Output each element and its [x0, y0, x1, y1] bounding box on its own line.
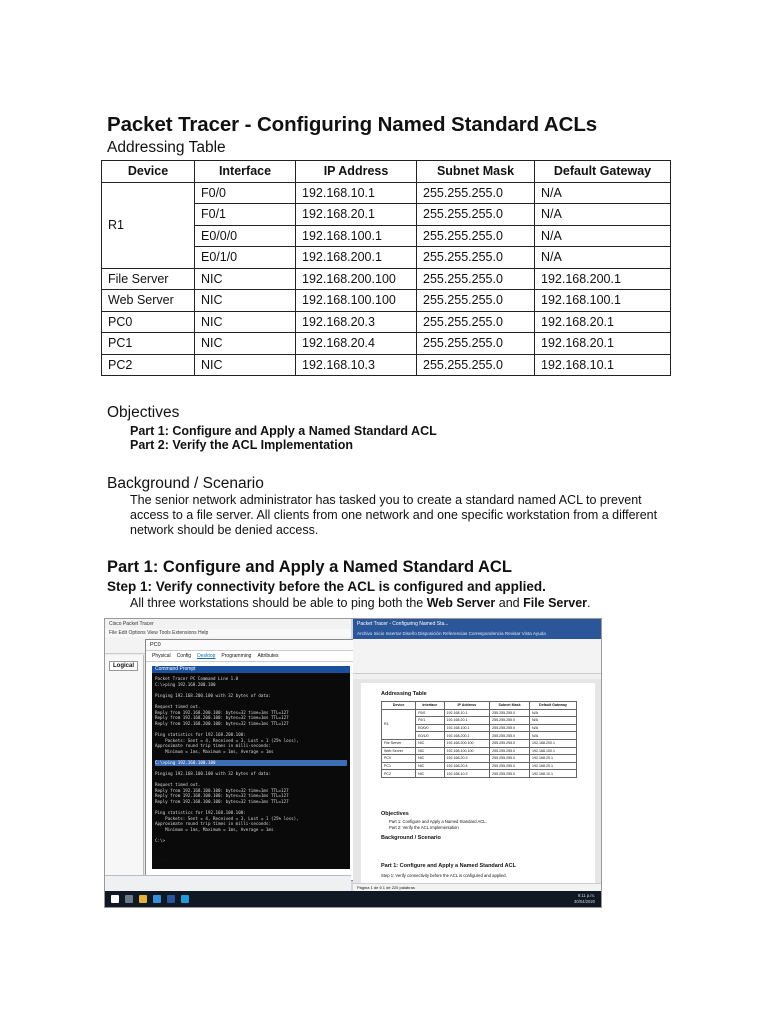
- step1-text: All three workstations should be able to ping both the: [130, 596, 427, 610]
- table-cell: F0/1: [195, 204, 296, 226]
- word-status-bar: Página 1 de 6 1 de 220 palabras: [353, 883, 602, 892]
- mini-cell: F0/0: [416, 709, 444, 717]
- tab-desktop[interactable]: Desktop: [197, 653, 216, 659]
- mini-cell: 255.255.255.0: [490, 755, 530, 763]
- mini-cell: N/A: [529, 732, 576, 740]
- mini-header-cell: IP Address: [444, 702, 490, 710]
- word-page: [361, 683, 595, 883]
- addressing-table-heading: Addressing Table: [107, 139, 226, 156]
- command-prompt-title: Command Prompt: [152, 666, 350, 673]
- table-row: [102, 268, 671, 290]
- table-cell: 255.255.255.0: [417, 333, 535, 355]
- mini-cell: 255.255.255.0: [490, 747, 530, 755]
- mini-row: [382, 762, 577, 770]
- embedded-screenshot: [104, 618, 602, 908]
- mini-cell: 255.255.255.0: [490, 762, 530, 770]
- cmd-line: Minimum = 1ms, Maximum = 1ms, Average = 1ms: [155, 827, 274, 833]
- col-subnet-mask: Subnet Mask: [417, 161, 535, 183]
- cmd-line: Request timed out.: [155, 782, 201, 788]
- word-icon[interactable]: [167, 895, 175, 903]
- table-cell: 192.168.10.1: [535, 354, 671, 376]
- system-tray-clock[interactable]: [574, 893, 595, 905]
- document-title: Packet Tracer - Configuring Named Standard ACLs: [107, 113, 598, 136]
- pt-device-bar: [105, 875, 351, 892]
- table-cell: 192.168.20.4: [296, 333, 417, 355]
- table-cell: E0/0/0: [195, 225, 296, 247]
- table-cell: 255.255.255.0: [417, 204, 535, 226]
- packet-tracer-icon[interactable]: [181, 895, 189, 903]
- mini-addressing-heading: Addressing Table: [381, 691, 427, 697]
- mini-cell: 192.168.10.1: [444, 709, 490, 717]
- table-cell: NIC: [195, 311, 296, 333]
- table-cell: NIC: [195, 290, 296, 312]
- mini-cell: R1: [382, 709, 416, 739]
- mini-cell: NIC: [416, 755, 444, 763]
- mini-row: [382, 739, 577, 747]
- part1-heading: Part 1: Configure and Apply a Named Standard ACL: [107, 558, 512, 576]
- table-row: [102, 311, 671, 333]
- cmd-line: Request timed out.: [155, 703, 201, 709]
- table-cell: 255.255.255.0: [417, 268, 535, 290]
- table-cell: 192.168.200.100: [296, 268, 417, 290]
- web-server-label: Web Server: [426, 596, 496, 610]
- pc0-title: PC0: [146, 640, 356, 651]
- pc0-dialog: [145, 639, 357, 881]
- top-checkbox[interactable]: ☐ Top: [153, 857, 167, 863]
- mini-header-row: [382, 702, 577, 710]
- mini-cell: 255.255.255.0: [490, 709, 530, 717]
- file-explorer-icon[interactable]: [139, 895, 147, 903]
- mini-cell: 255.255.255.0: [490, 732, 530, 740]
- mini-cell: E0/1/0: [416, 732, 444, 740]
- table-cell: Web Server: [102, 290, 195, 312]
- tray-time: 9:11 p.m.: [577, 893, 595, 898]
- mini-objective-1: Part 1: Configure and Apply a Named Standard ACL.: [389, 819, 487, 824]
- table-row: [102, 354, 671, 376]
- table-cell: NIC: [195, 354, 296, 376]
- pt-workspace-panel: [105, 655, 144, 891]
- mini-cell: NIC: [416, 739, 444, 747]
- mini-header-cell: Device: [382, 702, 416, 710]
- table-cell: 192.168.10.1: [296, 182, 417, 204]
- mini-row: [382, 709, 577, 717]
- browser-icon[interactable]: [153, 895, 161, 903]
- table-cell: 192.168.200.1: [535, 268, 671, 290]
- table-row: [102, 290, 671, 312]
- col-default-gateway: Default Gateway: [535, 161, 671, 183]
- table-cell: 192.168.100.1: [535, 290, 671, 312]
- tab-attributes[interactable]: Attributes: [257, 653, 279, 659]
- table-cell: 255.255.255.0: [417, 225, 535, 247]
- word-canvas: [353, 679, 601, 883]
- table-row: [102, 333, 671, 355]
- tab-config[interactable]: Config: [176, 653, 192, 659]
- mini-cell: 192.168.200.100: [444, 739, 490, 747]
- cmd-line: C:\>ping 192.168.100.100: [155, 760, 347, 766]
- table-row: [102, 182, 671, 204]
- word-ribbon: [353, 639, 601, 674]
- windows-taskbar: [105, 891, 601, 907]
- table-cell: 192.168.100.1: [296, 225, 417, 247]
- search-icon[interactable]: [125, 895, 133, 903]
- table-cell: 192.168.20.1: [535, 311, 671, 333]
- col-ip-address: IP Address: [296, 161, 417, 183]
- cell-device-r1: R1: [102, 182, 195, 268]
- tab-physical[interactable]: Physical: [152, 653, 171, 659]
- table-cell: PC1: [102, 333, 195, 355]
- mini-part1-heading: Part 1: Configure and Apply a Named Standard ACL: [381, 863, 516, 869]
- table-cell: PC0: [102, 311, 195, 333]
- cmd-line: Reply from 192.168.200.100: bytes=32 time=1ms TTL=127: [155, 715, 289, 721]
- table-cell: N/A: [535, 182, 671, 204]
- mini-cell: 192.168.20.4: [444, 762, 490, 770]
- table-cell: PC2: [102, 354, 195, 376]
- cmd-line: Reply from 192.168.100.100: bytes=32 time=1ms TTL=127: [155, 799, 289, 805]
- cmd-line: Reply from 192.168.100.100: bytes=32 time=1ms TTL=127: [155, 793, 289, 799]
- mini-cell: 192.168.10.3: [444, 770, 490, 778]
- word-title-bar: Packet Tracer - Configuring Named Sta...: [353, 619, 601, 629]
- pt-title-bar: Cisco Packet Tracer: [105, 619, 351, 629]
- step1-text: .: [587, 596, 591, 610]
- step1-heading: Step 1: Verify connectivity before the ACL is configured and applied.: [107, 579, 546, 594]
- table-cell: N/A: [535, 225, 671, 247]
- table-cell: 255.255.255.0: [417, 354, 535, 376]
- objective-item: Part 1: Configure and Apply a Named Standard ACL: [130, 424, 437, 438]
- addressing-table: [101, 160, 671, 376]
- table-cell: 255.255.255.0: [417, 182, 535, 204]
- cmd-line: C:\>: [155, 838, 166, 844]
- table-cell: F0/0: [195, 182, 296, 204]
- objectives-heading: Objectives: [107, 404, 180, 421]
- pc0-tab-bar: [146, 651, 356, 662]
- mini-addressing-table: [381, 701, 577, 778]
- step1-instruction: [130, 596, 591, 610]
- mini-cell: Web Server: [382, 747, 416, 755]
- mini-cell: 192.168.20.3: [444, 755, 490, 763]
- mini-header-cell: Subnet Mask: [490, 702, 530, 710]
- mini-cell: 255.255.255.0: [490, 770, 530, 778]
- file-server-label: File Server: [523, 596, 588, 610]
- table-cell: E0/1/0: [195, 247, 296, 269]
- cmd-line: Reply from 192.168.200.100: bytes=32 time=1ms TTL=127: [155, 720, 289, 726]
- mini-objective-2: Part 2: Verify the ACL Implementation: [389, 825, 459, 830]
- mini-row: [382, 770, 577, 778]
- mini-cell: 192.168.10.1: [529, 770, 576, 778]
- mini-cell: NIC: [416, 770, 444, 778]
- mini-cell: N/A: [529, 709, 576, 717]
- word-window: [353, 619, 601, 891]
- mini-cell: 255.255.255.0: [490, 724, 530, 732]
- mini-objectives-heading: Objectives: [381, 811, 409, 817]
- background-line: The senior network administrator has tasked you to create a standard named ACL to prevent: [130, 493, 642, 507]
- table-cell: 192.168.200.1: [296, 247, 417, 269]
- objective-item: Part 2: Verify the ACL Implementation: [130, 438, 353, 452]
- mini-cell: 255.255.255.0: [490, 717, 530, 725]
- mini-header-cell: Interface: [416, 702, 444, 710]
- background-line: network should be denied access.: [130, 523, 319, 537]
- table-cell: 255.255.255.0: [417, 247, 535, 269]
- cmd-line: Packets: Sent = 4, Received = 3, Lost = 1 (25% loss),: [155, 737, 299, 743]
- top-label: Top: [158, 857, 167, 863]
- mini-header-cell: Default Gateway: [529, 702, 576, 710]
- mini-cell: 192.168.200.1: [529, 739, 576, 747]
- mini-step1: Step 1: Verify connectivity before the ACL is configured and applied.: [381, 873, 507, 878]
- mini-cell: NIC: [416, 747, 444, 755]
- table-cell: N/A: [535, 247, 671, 269]
- mini-cell: 192.168.20.1: [529, 755, 576, 763]
- cmd-line: Approximate round trip times in milli-seconds:: [155, 743, 271, 749]
- table-cell: 192.168.10.3: [296, 354, 417, 376]
- table-cell: 192.168.20.1: [296, 204, 417, 226]
- mini-cell: 192.168.20.1: [444, 717, 490, 725]
- cmd-line: Reply from 192.168.200.100: bytes=32 time=1ms TTL=127: [155, 709, 289, 715]
- table-cell: 255.255.255.0: [417, 290, 535, 312]
- cmd-line: Pinging 192.168.100.100 with 32 bytes of data:: [155, 771, 271, 777]
- mini-row: [382, 755, 577, 763]
- mini-cell: N/A: [529, 717, 576, 725]
- windows-start-icon[interactable]: [111, 895, 119, 903]
- table-header-row: [102, 161, 671, 183]
- cmd-line: Approximate round trip times in milli-seconds:: [155, 821, 271, 827]
- packet-tracer-window: [105, 619, 351, 891]
- mini-background-heading: Background / Scenario: [381, 835, 441, 841]
- step1-text: and: [495, 596, 524, 610]
- word-ribbon-tabs[interactable]: Archivo Inicio Insertar Diseño Disposición Referencias Correspondencia Revisar Vista Ayuda: [353, 629, 601, 639]
- mini-cell: File Server: [382, 739, 416, 747]
- tray-date: 30/04/2020: [574, 899, 595, 904]
- cmd-line: Minimum = 1ms, Maximum = 1ms, Average = 1ms: [155, 748, 274, 754]
- mini-cell: 255.255.255.0: [490, 739, 530, 747]
- mini-cell: 192.168.100.1: [529, 747, 576, 755]
- table-cell: 192.168.20.1: [535, 333, 671, 355]
- cmd-line: Ping statistics for 192.168.100.100:: [155, 810, 246, 816]
- cmd-line: C:\>ping 192.168.200.100: [155, 681, 216, 687]
- table-cell: 255.255.255.0: [417, 311, 535, 333]
- table-cell: NIC: [195, 268, 296, 290]
- mini-cell: N/A: [529, 724, 576, 732]
- table-cell: File Server: [102, 268, 195, 290]
- background-heading: Background / Scenario: [107, 475, 264, 492]
- mini-cell: 192.168.200.1: [444, 732, 490, 740]
- tab-programming[interactable]: Programming: [221, 653, 252, 659]
- mini-cell: PC0: [382, 755, 416, 763]
- logical-tab[interactable]: Logical: [109, 661, 138, 671]
- table-cell: 192.168.20.3: [296, 311, 417, 333]
- mini-row: [382, 747, 577, 755]
- table-cell: N/A: [535, 204, 671, 226]
- cmd-line: Pinging 192.168.200.100 with 32 bytes of data:: [155, 692, 271, 698]
- col-device: Device: [102, 161, 195, 183]
- mini-cell: PC2: [382, 770, 416, 778]
- cmd-line: Ping statistics for 192.168.200.100:: [155, 731, 246, 737]
- mini-cell: F0/1: [416, 717, 444, 725]
- mini-cell: 192.168.100.100: [444, 747, 490, 755]
- mini-cell: NIC: [416, 762, 444, 770]
- mini-cell: PC1: [382, 762, 416, 770]
- command-prompt-output[interactable]: [152, 673, 350, 869]
- mini-cell: E0/0/0: [416, 724, 444, 732]
- cmd-line: Reply from 192.168.100.100: bytes=32 time=1ms TTL=127: [155, 787, 289, 793]
- pt-menu-bar: File Edit Options View Tools Extensions Help: [105, 629, 351, 637]
- table-cell: 192.168.100.100: [296, 290, 417, 312]
- col-interface: Interface: [195, 161, 296, 183]
- mini-cell: 192.168.20.1: [529, 762, 576, 770]
- cmd-line: Packets: Sent = 4, Received = 3, Lost = 1 (25% loss),: [155, 815, 299, 821]
- background-line: access to a file server. All clients from one network and one specific workstation from a different: [130, 508, 658, 522]
- mini-cell: 192.168.100.1: [444, 724, 490, 732]
- table-cell: NIC: [195, 333, 296, 355]
- cmd-line: Packet Tracer PC Command Line 1.0: [155, 676, 239, 681]
